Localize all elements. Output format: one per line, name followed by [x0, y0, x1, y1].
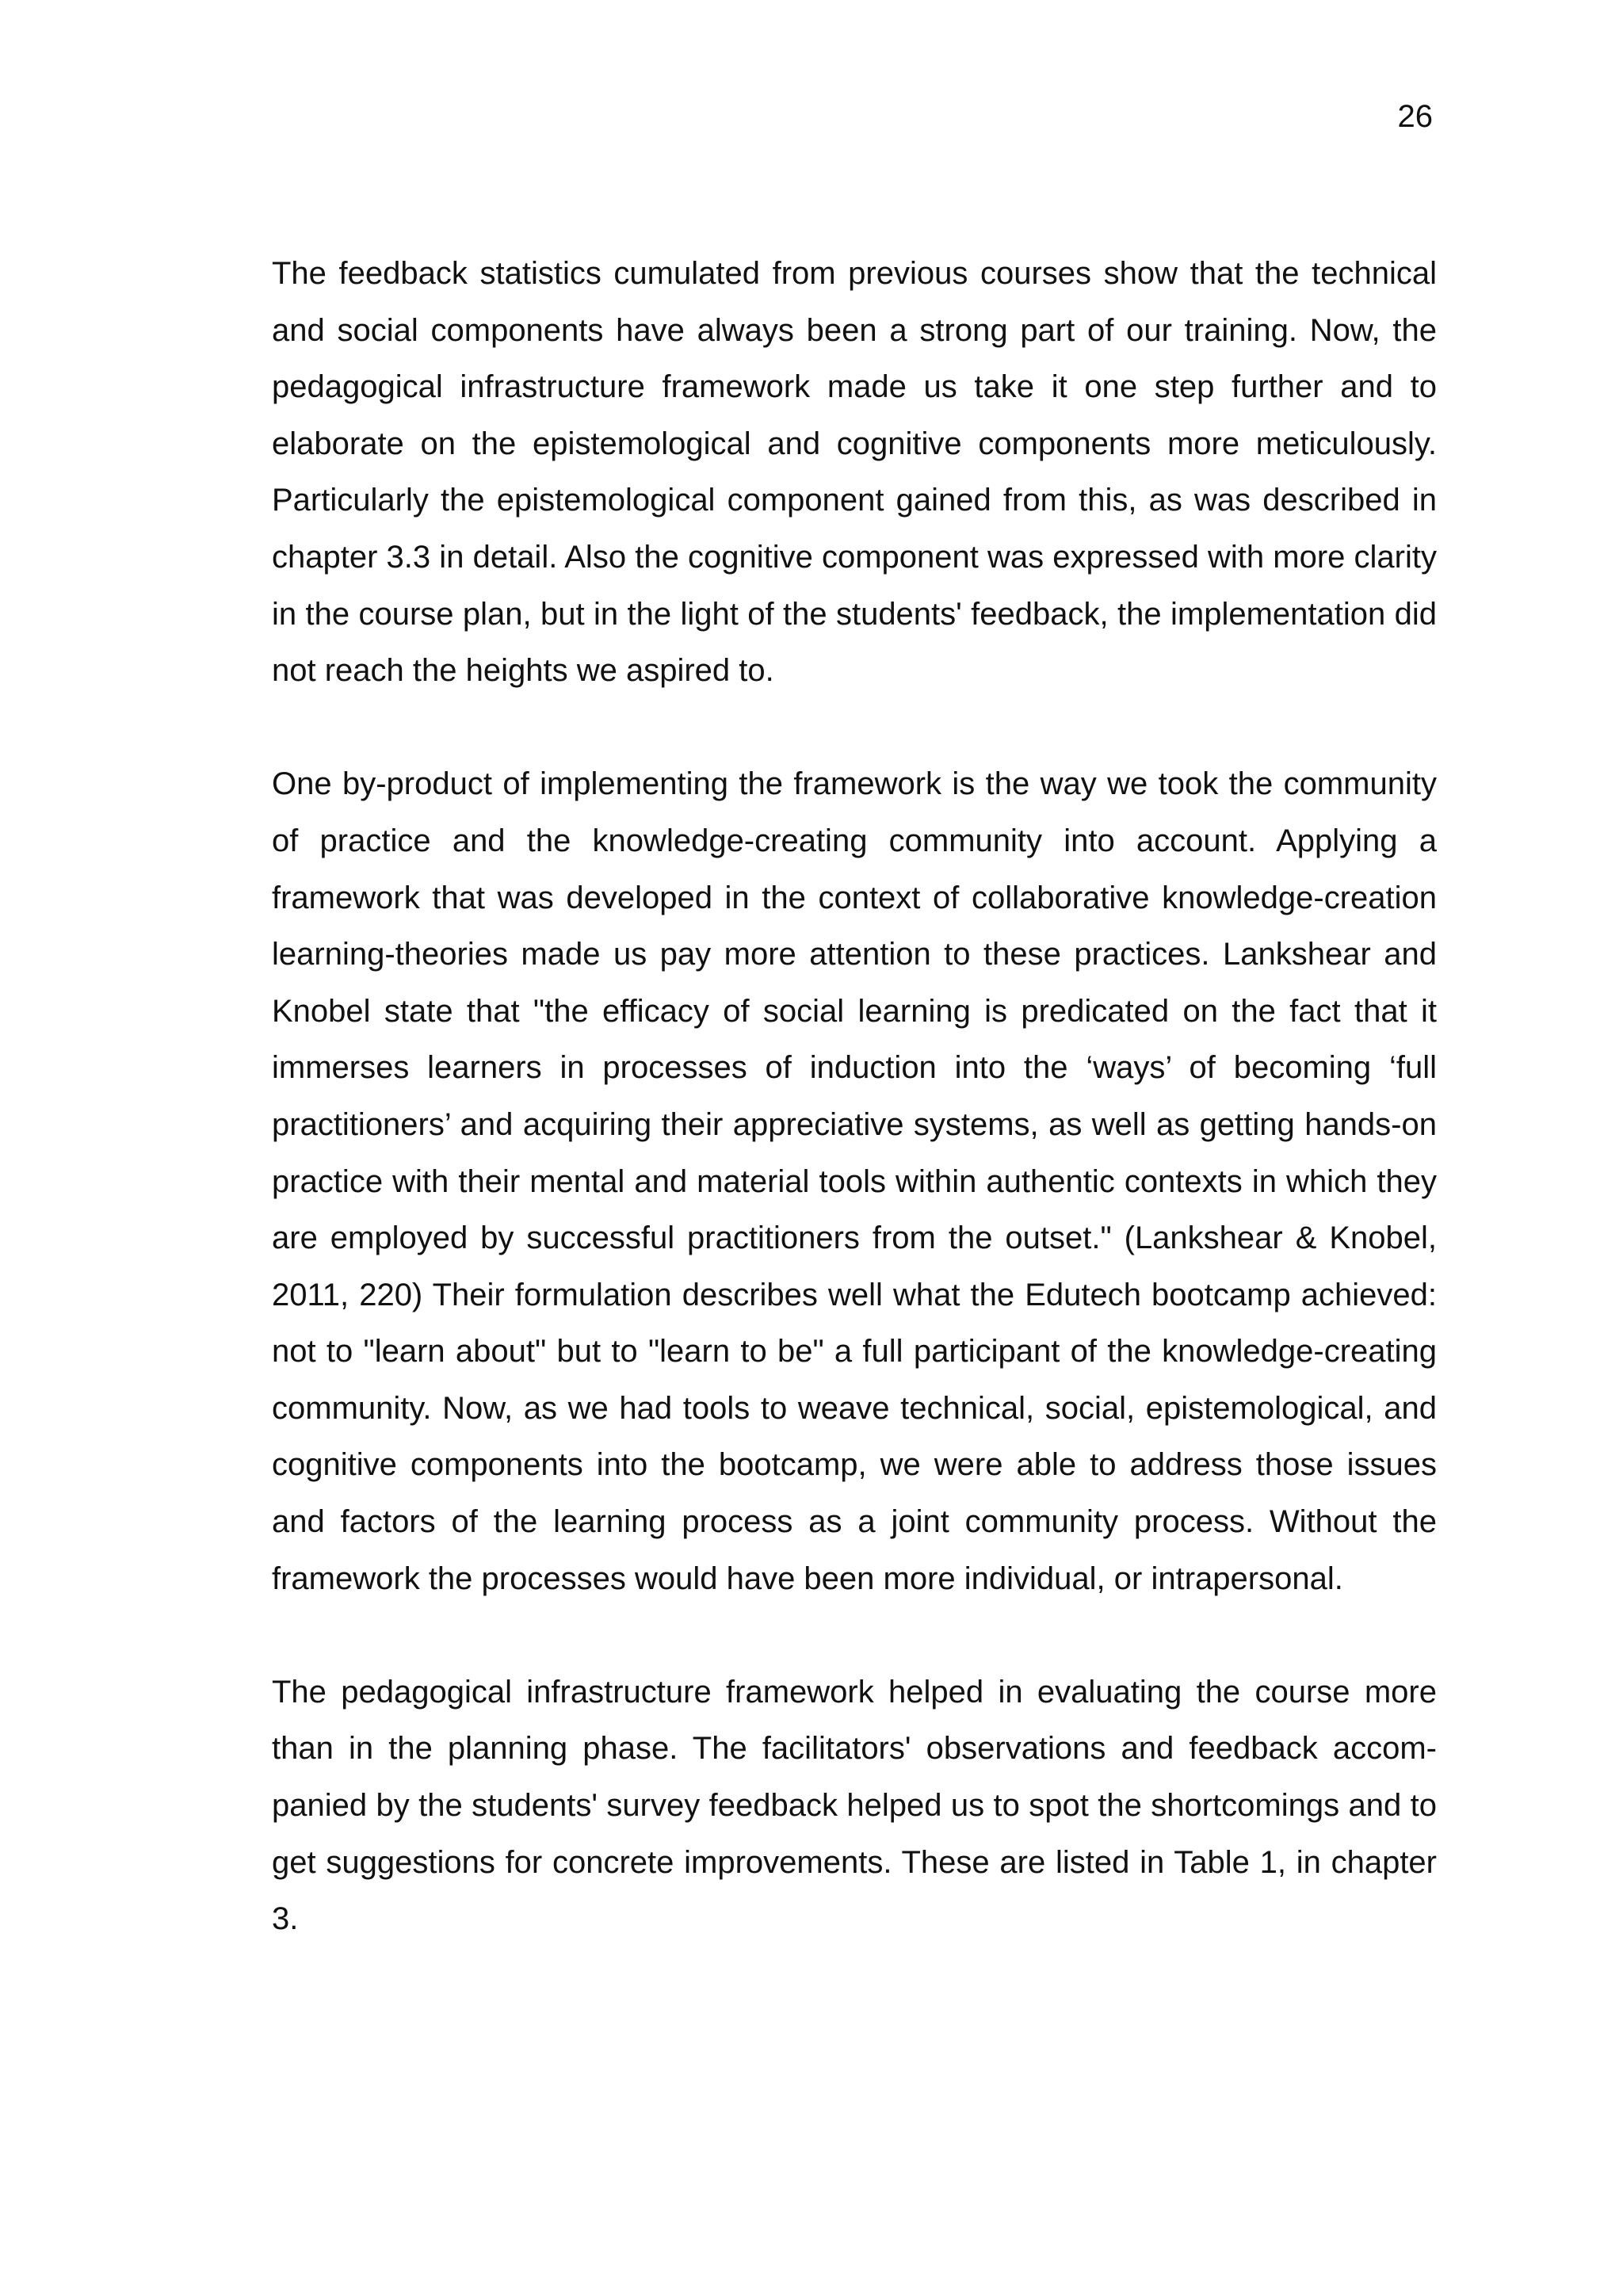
page-number: 26 [1397, 99, 1433, 134]
paragraph-1: The feedback statistics cumulated from previous courses show that the technical and social components have always been a strong part of our training. Now, the pedagogical infrastructure framework made us take it one step further and to elaborate on the epistemological and cognitive components more meticulously. Particularly the epistemological component gained from this, as was described in chapter 3.3 in detail. Also the cognitive component was expressed with more clarity in the course plan, but in the light of the students' feedback, the implementation did not reach the heights we aspired to. [272, 256, 1437, 689]
paragraph-spacer [272, 1607, 1437, 1664]
paragraph-3: The pedagogical infrastructure framework helped in evaluating the course more than in the planning phase. The facilitators' observations and feedback accompanied by the students' survey feedback helped us to spot the shortcomings and to get suggestions for concrete improvements. These are listed in Table 1, in chapter 3. [272, 1674, 1437, 1937]
body-text [272, 246, 1437, 1948]
paragraph-2: One by-product of implementing the framework is the way we took the community of practice and the knowledge-creating community into account. Applying a framework that was developed in the context of collaborative knowledge-creation learning-theories made us pay more attention to these practices. Lankshear and Knobel state that "the efficacy of social learning is predicated on the fact that it immerses learners in processes of induction into the ‘ways’ of becoming ‘full practitioners’ and acquiring their appreciative systems, as well as getting hands-on practice with their mental and material tools within authentic contexts in which they are employed by successful practitioners from the outset." (Lankshear & Knobel, 2011, 220) Their formulation describes well what the Edutech bootcamp achieved: not to "learn about" but to "learn to be" a full participant of the knowledge-creating community. Now, as we had tools to weave technical, social, epistemological, and cognitive components into the bootcamp, we were able to address those issues and factors of the learning process as a joint community process. Without the framework the processes would have been more individual, or intrapersonal. [272, 766, 1437, 1596]
paragraph-spacer [272, 700, 1437, 757]
